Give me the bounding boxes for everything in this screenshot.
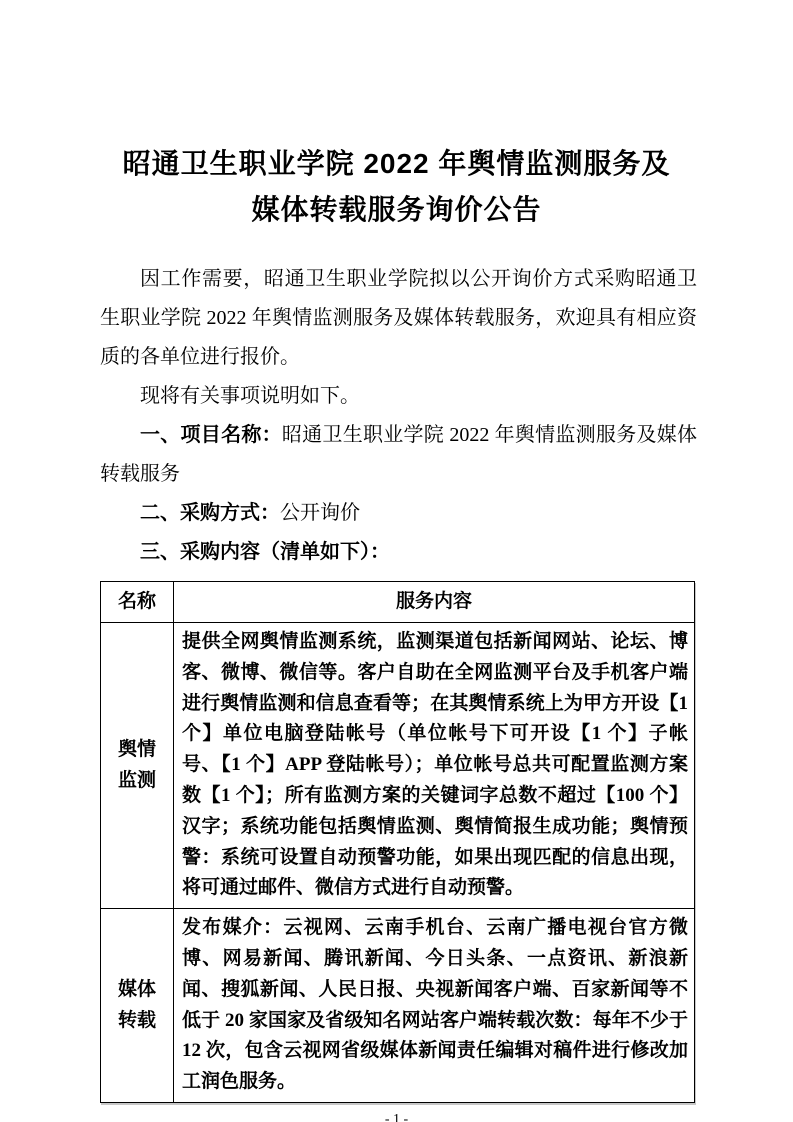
notice-title-line2: 媒体转载服务询价公告 xyxy=(251,194,542,225)
procurement-table xyxy=(100,581,695,1103)
section-procurement-method-value: 公开询价 xyxy=(280,502,360,524)
row-name-cell xyxy=(101,909,174,1103)
row-content-cell: 发布媒介：云视网、云南手机台、云南广播电视台官方微博、网易新闻、腾讯新闻、今日头条、一点资讯、新浪新闻、搜狐新闻、人民日报、央视新闻客户端、百家新闻等不低于 20 家国家及省级知名网站客户端转载次数：每年不少于 12 次，包含云视网省级媒体新闻责任编辑对稿件进行修改加工润色服务。 xyxy=(174,909,695,1103)
row-name-cell xyxy=(101,623,174,909)
section-procurement-method-label: 二、采购方式： xyxy=(140,502,280,524)
row-name-text: 媒体转载 xyxy=(117,979,156,1032)
section-procurement-content-label: 三、采购内容（清单如下）： xyxy=(140,541,390,563)
intro-paragraph-2: 现将有关事项说明如下。 xyxy=(140,385,360,407)
section-procurement-method xyxy=(100,494,697,533)
table-header-row xyxy=(101,582,695,623)
notice-title-line1: 昭通卫生职业学院 2022 年舆情监测服务及 xyxy=(122,148,671,179)
table-header-content: 服务内容 xyxy=(174,582,695,623)
table-header-name: 名称 xyxy=(101,582,174,623)
table-row-public-opinion-monitoring xyxy=(101,623,695,909)
section-project-name xyxy=(100,416,697,494)
notice-title xyxy=(58,141,735,233)
section-project-name-label: 一、项目名称： xyxy=(140,424,282,446)
page-number: - 1 - xyxy=(384,1111,409,1122)
intro-paragraph-1: 因工作需要，昭通卫生职业学院拟以公开询价方式采购昭通卫生职业学院 2022 年舆情监测服务及媒体转载服务，欢迎具有相应资质的各单位进行报价。 xyxy=(100,268,697,368)
row-name-text: 舆情监测 xyxy=(117,739,156,792)
document-body xyxy=(100,260,697,572)
table-row-media-republishing xyxy=(101,909,695,1103)
section-project-name-value: 昭通卫生职业学院 2022 年舆情监测服务及媒体转载服务 xyxy=(100,424,698,485)
row-content-cell: 提供全网舆情监测系统，监测渠道包括新闻网站、论坛、博客、微博、微信等。客户自助在全网监测平台及手机客户端进行舆情监测和信息查看等；在其舆情系统上为甲方开设【1 个】单位电脑登陆帐号（单位帐号下可开设【1 个】子帐号、【1 个】APP 登陆帐号）；单位帐号总共可配置监测方案数【1 个】；所有监测方案的关键词字总数不超过【100 个】汉字；系统功能包括舆情监测、舆情简报生成功能；舆情预警：系统可设置自动预警功能，如果出现匹配的信息出现，将可通过邮件、微信方式进行自动预警。 xyxy=(174,623,695,909)
section-procurement-content xyxy=(100,533,697,572)
